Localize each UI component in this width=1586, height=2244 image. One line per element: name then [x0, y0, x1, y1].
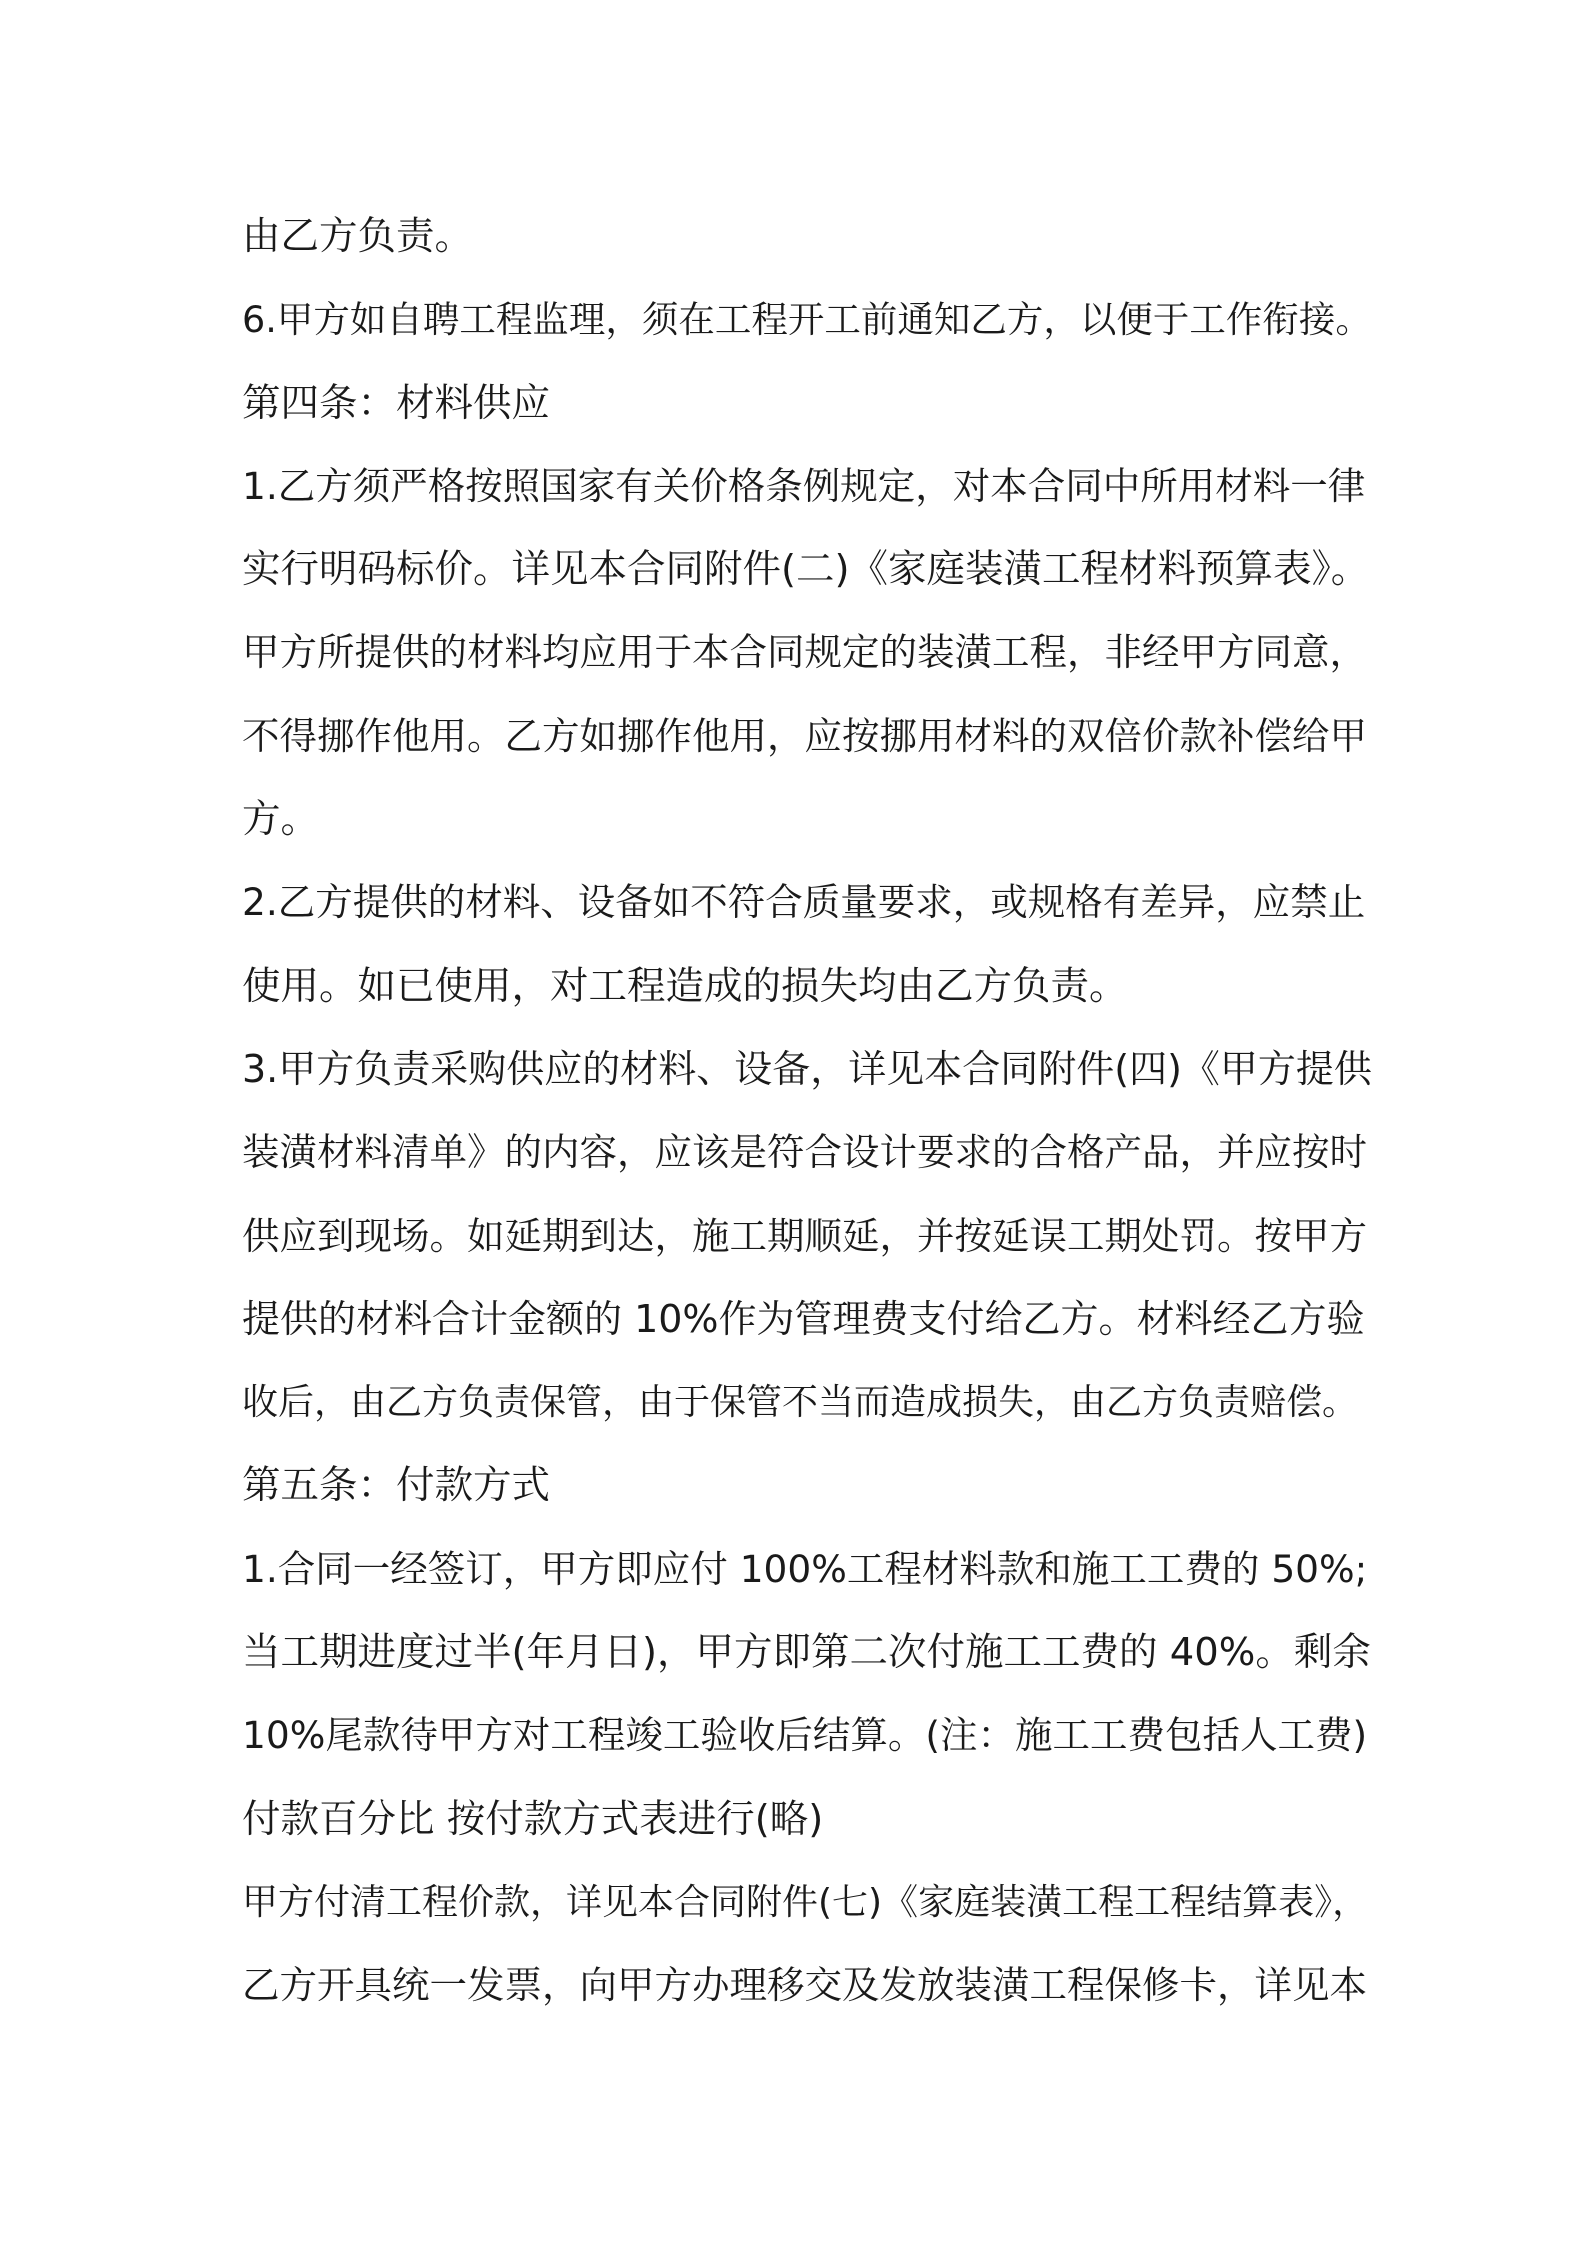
text-line: 10%尾款待甲方对工程竣工验收后结算。(注：施工工费包括人工费): [242, 1713, 1368, 1758]
section-heading: 第五条：付款方式: [242, 1463, 551, 1509]
text-line: 甲方付清工程价款，详见本合同附件(七)《家庭装潢工程工程结算表》，: [242, 1881, 1369, 1923]
section-heading: 第四条：材料供应: [242, 380, 551, 426]
text-line: 6.甲方如自聘工程监理，须在工程开工前通知乙方，以便于工作衔接。: [242, 298, 1372, 342]
text-line: 乙方开具统一发票，向甲方办理移交及发放装潢工程保修卡，详见本: [242, 1963, 1367, 2008]
text-line: 不得挪作他用。乙方如挪作他用，应按挪用材料的双倍价款补偿给甲: [242, 713, 1367, 758]
text-line: 使用。如已使用，对工程造成的损失均由乙方负责。: [242, 963, 1128, 1009]
text-line: 方。: [242, 797, 320, 843]
text-line: 甲方所提供的材料均应用于本合同规定的装潢工程，非经甲方同意，: [242, 630, 1367, 675]
text-line: 装潢材料清单》的内容，应该是符合设计要求的合格产品，并应按时: [242, 1130, 1367, 1175]
contract-text: [242, 195, 1372, 2028]
text-line: 3.甲方负责采购供应的材料、设备，详见本合同附件(四)《甲方提供: [242, 1046, 1372, 1091]
text-line: 1.乙方须严格按照国家有关价格条例规定，对本合同中所用材料一律: [242, 463, 1366, 508]
text-line: 2.乙方提供的材料、设备如不符合质量要求，或规格有差异，应禁止: [242, 880, 1366, 925]
text-line: 由乙方负责。: [242, 214, 474, 259]
text-line: 实行明码标价。详见本合同附件(二)《家庭装潢工程材料预算表》。: [242, 547, 1370, 593]
text-line: 当工期进度过半(年月日)，甲方即第二次付施工工费的 40%。剩余: [242, 1630, 1371, 1676]
text-line: 收后，由乙方负责保管，由于保管不当而造成损失，由乙方负责赔偿。: [242, 1382, 1359, 1424]
text-line: 供应到现场。如延期到达，施工期顺延，并按延误工期处罚。按甲方: [242, 1213, 1367, 1258]
text-line: 1.合同一经签订，甲方即应付 100%工程材料款和施工工费的 50%;: [242, 1546, 1368, 1591]
text-line: 提供的材料合计金额的 10%作为管理费支付给乙方。材料经乙方验: [242, 1296, 1365, 1341]
text-line: 付款百分比 按付款方式表进行(略): [242, 1796, 824, 1842]
